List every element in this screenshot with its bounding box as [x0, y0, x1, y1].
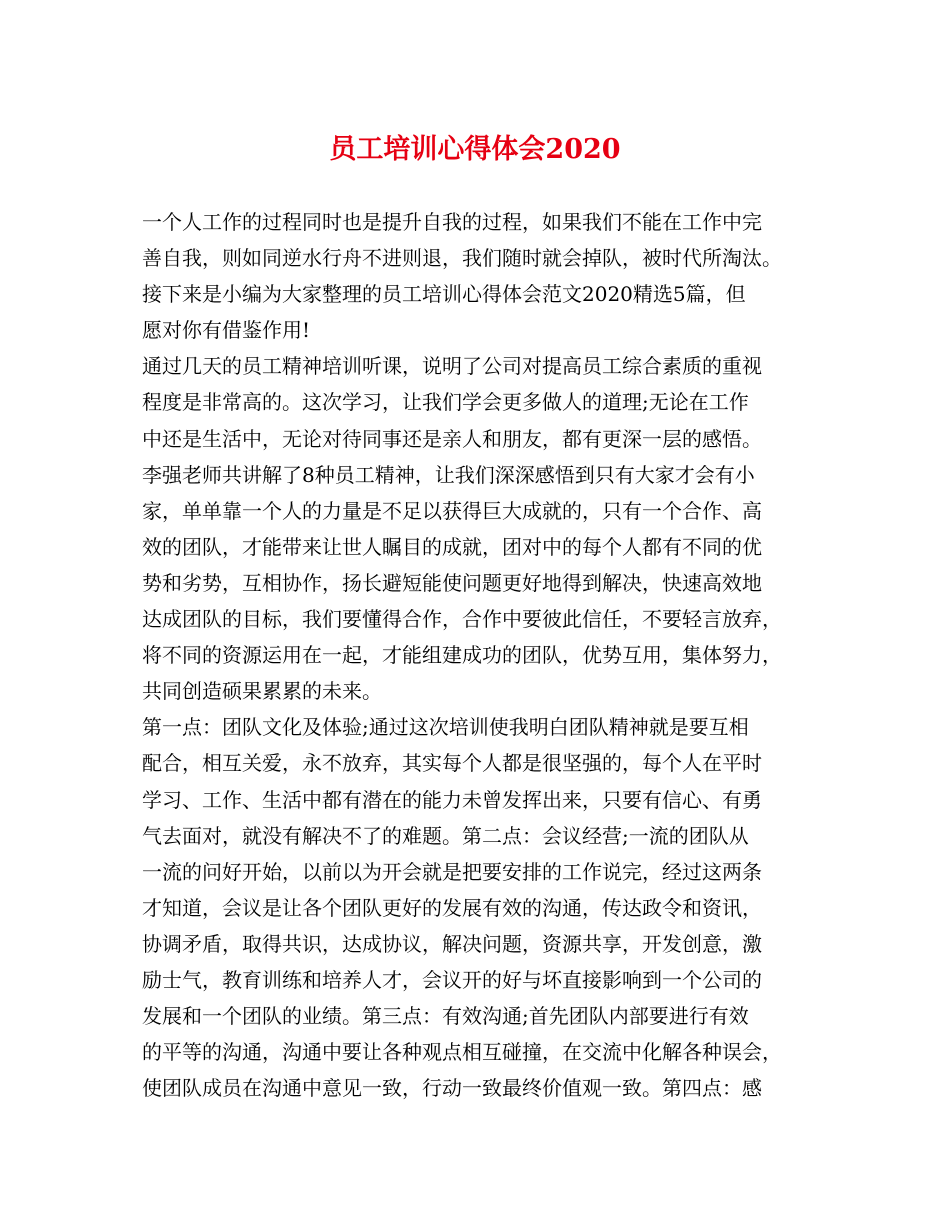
body-line: 程度是非常高的。这次学习，让我们学会更多做人的道理;无论在工作 — [142, 390, 749, 415]
body-line: 将不同的资源运用在一起，才能组建成功的团队，优势互用，集体努力， — [142, 643, 782, 668]
body-line: 通过几天的员工精神培训听课，说明了公司对提高员工综合素质的重视 — [142, 354, 762, 379]
body-line: 效的团队，才能带来让世人瞩目的成就，团对中的每个人都有不同的优 — [142, 534, 762, 559]
body-line: 共同创造硕果累累的未来。 — [142, 679, 382, 704]
body-line: 中还是生活中，无论对待同事还是亲人和朋友，都有更深一层的感悟。 — [142, 426, 762, 451]
body-line: 协调矛盾，取得共识，达成协议，解决问题，资源共享，开发创意，激 — [142, 931, 762, 956]
body-line: 才知道，会议是让各个团队更好的发展有效的沟通，传达政令和资讯， — [142, 895, 762, 920]
body-line: 善自我，则如同逆水行舟不进则退，我们随时就会掉队，被时代所淘汰。 — [142, 246, 782, 271]
body-line: 使团队成员在沟通中意见一致，行动一致最终价值观一致。第四点：感 — [142, 1076, 762, 1101]
body-line: 气去面对，就没有解决不了的难题。第二点：会议经营;一流的团队从 — [142, 823, 749, 848]
body-line: 的平等的沟通，沟通中要让各种观点相互碰撞，在交流中化解各种误会， — [142, 1040, 782, 1065]
body-line: 发展和一个团队的业绩。第三点：有效沟通;首先团队内部要进行有效 — [142, 1004, 749, 1029]
body-line: 一个人工作的过程同时也是提升自我的过程，如果我们不能在工作中完 — [142, 210, 762, 234]
document-body — [142, 204, 832, 1106]
body-line: 励士气，教育训练和培养人才，会议开的好与坏直接影响到一个公司的 — [142, 967, 762, 992]
body-line: 势和劣势，互相协作，扬长避短能使问题更好地得到解决，快速高效地 — [142, 570, 762, 595]
body-line: 一流的问好开始，以前以为开会就是把要安排的工作说完，经过这两条 — [142, 859, 762, 884]
body-line: 李强老师共讲解了8种员工精神，让我们深深感悟到只有大家才会有小 — [142, 462, 755, 487]
body-line: 家，单单靠一个人的力量是不足以获得巨大成就的，只有一个合作、高 — [142, 498, 762, 523]
body-line: 接下来是小编为大家整理的员工培训心得体会范文2020精选5篇，但 — [142, 282, 746, 307]
document-title: 员工培训心得体会2020 — [329, 134, 621, 165]
body-line: 达成团队的目标，我们要懂得合作，合作中要彼此信任，不要轻言放弃， — [142, 607, 782, 632]
body-line: 第一点：团队文化及体验;通过这次培训使我明白团队精神就是要互相 — [142, 715, 749, 740]
body-line: 愿对你有借鉴作用! — [142, 318, 311, 343]
body-line: 配合，相互关爱，永不放弃，其实每个人都是很坚强的，每个人在平时 — [142, 751, 762, 776]
body-line: 学习、工作、生活中都有潜在的能力未曾发挥出来，只要有信心、有勇 — [142, 787, 762, 812]
